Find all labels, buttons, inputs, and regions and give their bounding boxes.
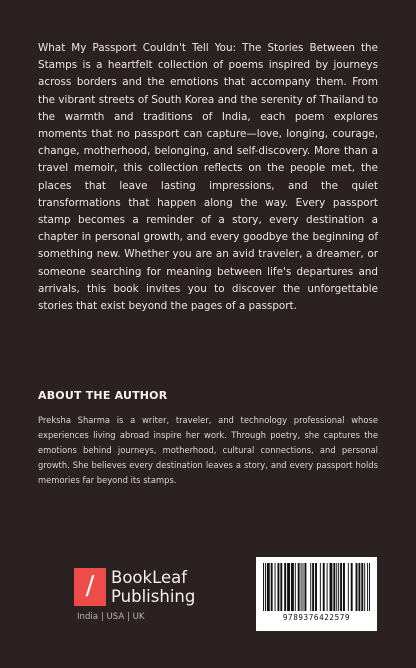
- author-bio: Preksha Sharma is a writer, traveler, and technology professional whose experiences living abroad inspire her work. Through poetry, she captures the emotions behind journeys, motherhood, cultural connections, and personal growth. She believes every destination leaves a story, and every passport holds memories far beyond its stamps.: [38, 415, 378, 485]
- barcode-bar: [280, 563, 282, 611]
- barcode-bar: [320, 563, 321, 611]
- barcode-bar: [358, 563, 360, 611]
- barcode-bar: [330, 563, 333, 611]
- barcode-bar: [301, 563, 302, 611]
- barcode-bar: [361, 563, 363, 611]
- barcode-bar: [351, 563, 353, 611]
- barcode-bar: [340, 563, 342, 611]
- barcode-bar: [312, 563, 314, 611]
- barcode-bar: [369, 563, 370, 611]
- barcode-bar: [291, 563, 294, 611]
- barcode-bar: [295, 563, 296, 611]
- barcode-bar: [333, 563, 335, 611]
- isbn-barcode: [256, 557, 377, 631]
- barcode-bar: [271, 563, 273, 611]
- publisher-name-line-1: BookLeaf: [111, 568, 188, 587]
- barcode-bar: [364, 563, 365, 611]
- barcode-bar: [267, 563, 270, 611]
- barcode-bar: [356, 563, 358, 611]
- barcode-bar: [327, 563, 328, 611]
- book-blurb: What My Passport Couldn't Tell You: The Stories Between the Stamps is a heartfelt collection of poems inspired by journeys across borders and the emotions that accompany them. From the vibrant streets of South Korea and the serenity of Thailand to the warmth and traditions of India, each poem explores moments that no passport can capture—love, longing, courage, change, motherhood, belonging, and self-discovery. More than a travel memoir, this collection reflects on the people met, the places that leave lasting impressions, and the quiet transformations that happen along the way. Every passport stamp becomes a reminder of a story, every destination a chapter in personal growth, and every goodbye the beginning of something new. Whether you are an avid traveler, a dreamer, or someone searching for meaning between life's departures and arrivals, this book invites you to discover the unforgettable stories that exist beyond the pages of a passport.: [38, 42, 378, 313]
- publisher-regions: India | USA | UK: [77, 612, 145, 622]
- slash-icon: /: [85, 571, 95, 601]
- barcode-bars: [263, 563, 370, 611]
- barcode-bar: [303, 563, 304, 611]
- barcode-bar: [338, 563, 339, 611]
- barcode-bar: [336, 563, 337, 611]
- barcode-bar: [265, 563, 266, 611]
- about-author-heading: ABOUT THE AUTHOR: [38, 389, 168, 402]
- barcode-bar: [284, 563, 286, 611]
- barcode-bar: [275, 563, 276, 611]
- barcode-bar: [263, 563, 264, 611]
- barcode-bar: [367, 563, 368, 611]
- barcode-bar: [343, 563, 345, 611]
- publisher-logo: [74, 568, 194, 638]
- barcode-bar: [310, 563, 311, 611]
- barcode-bar: [315, 563, 317, 611]
- barcode-bar: [287, 563, 290, 611]
- barcode-bar: [298, 563, 300, 611]
- barcode-bar: [277, 563, 279, 611]
- publisher-name-line-2: Publishing: [111, 587, 196, 606]
- barcode-bar: [323, 563, 325, 611]
- isbn-number: 9789376422579: [282, 613, 351, 622]
- barcode-bar: [304, 563, 306, 611]
- barcode-bar: [348, 563, 349, 611]
- publisher-logo-mark: [74, 568, 106, 606]
